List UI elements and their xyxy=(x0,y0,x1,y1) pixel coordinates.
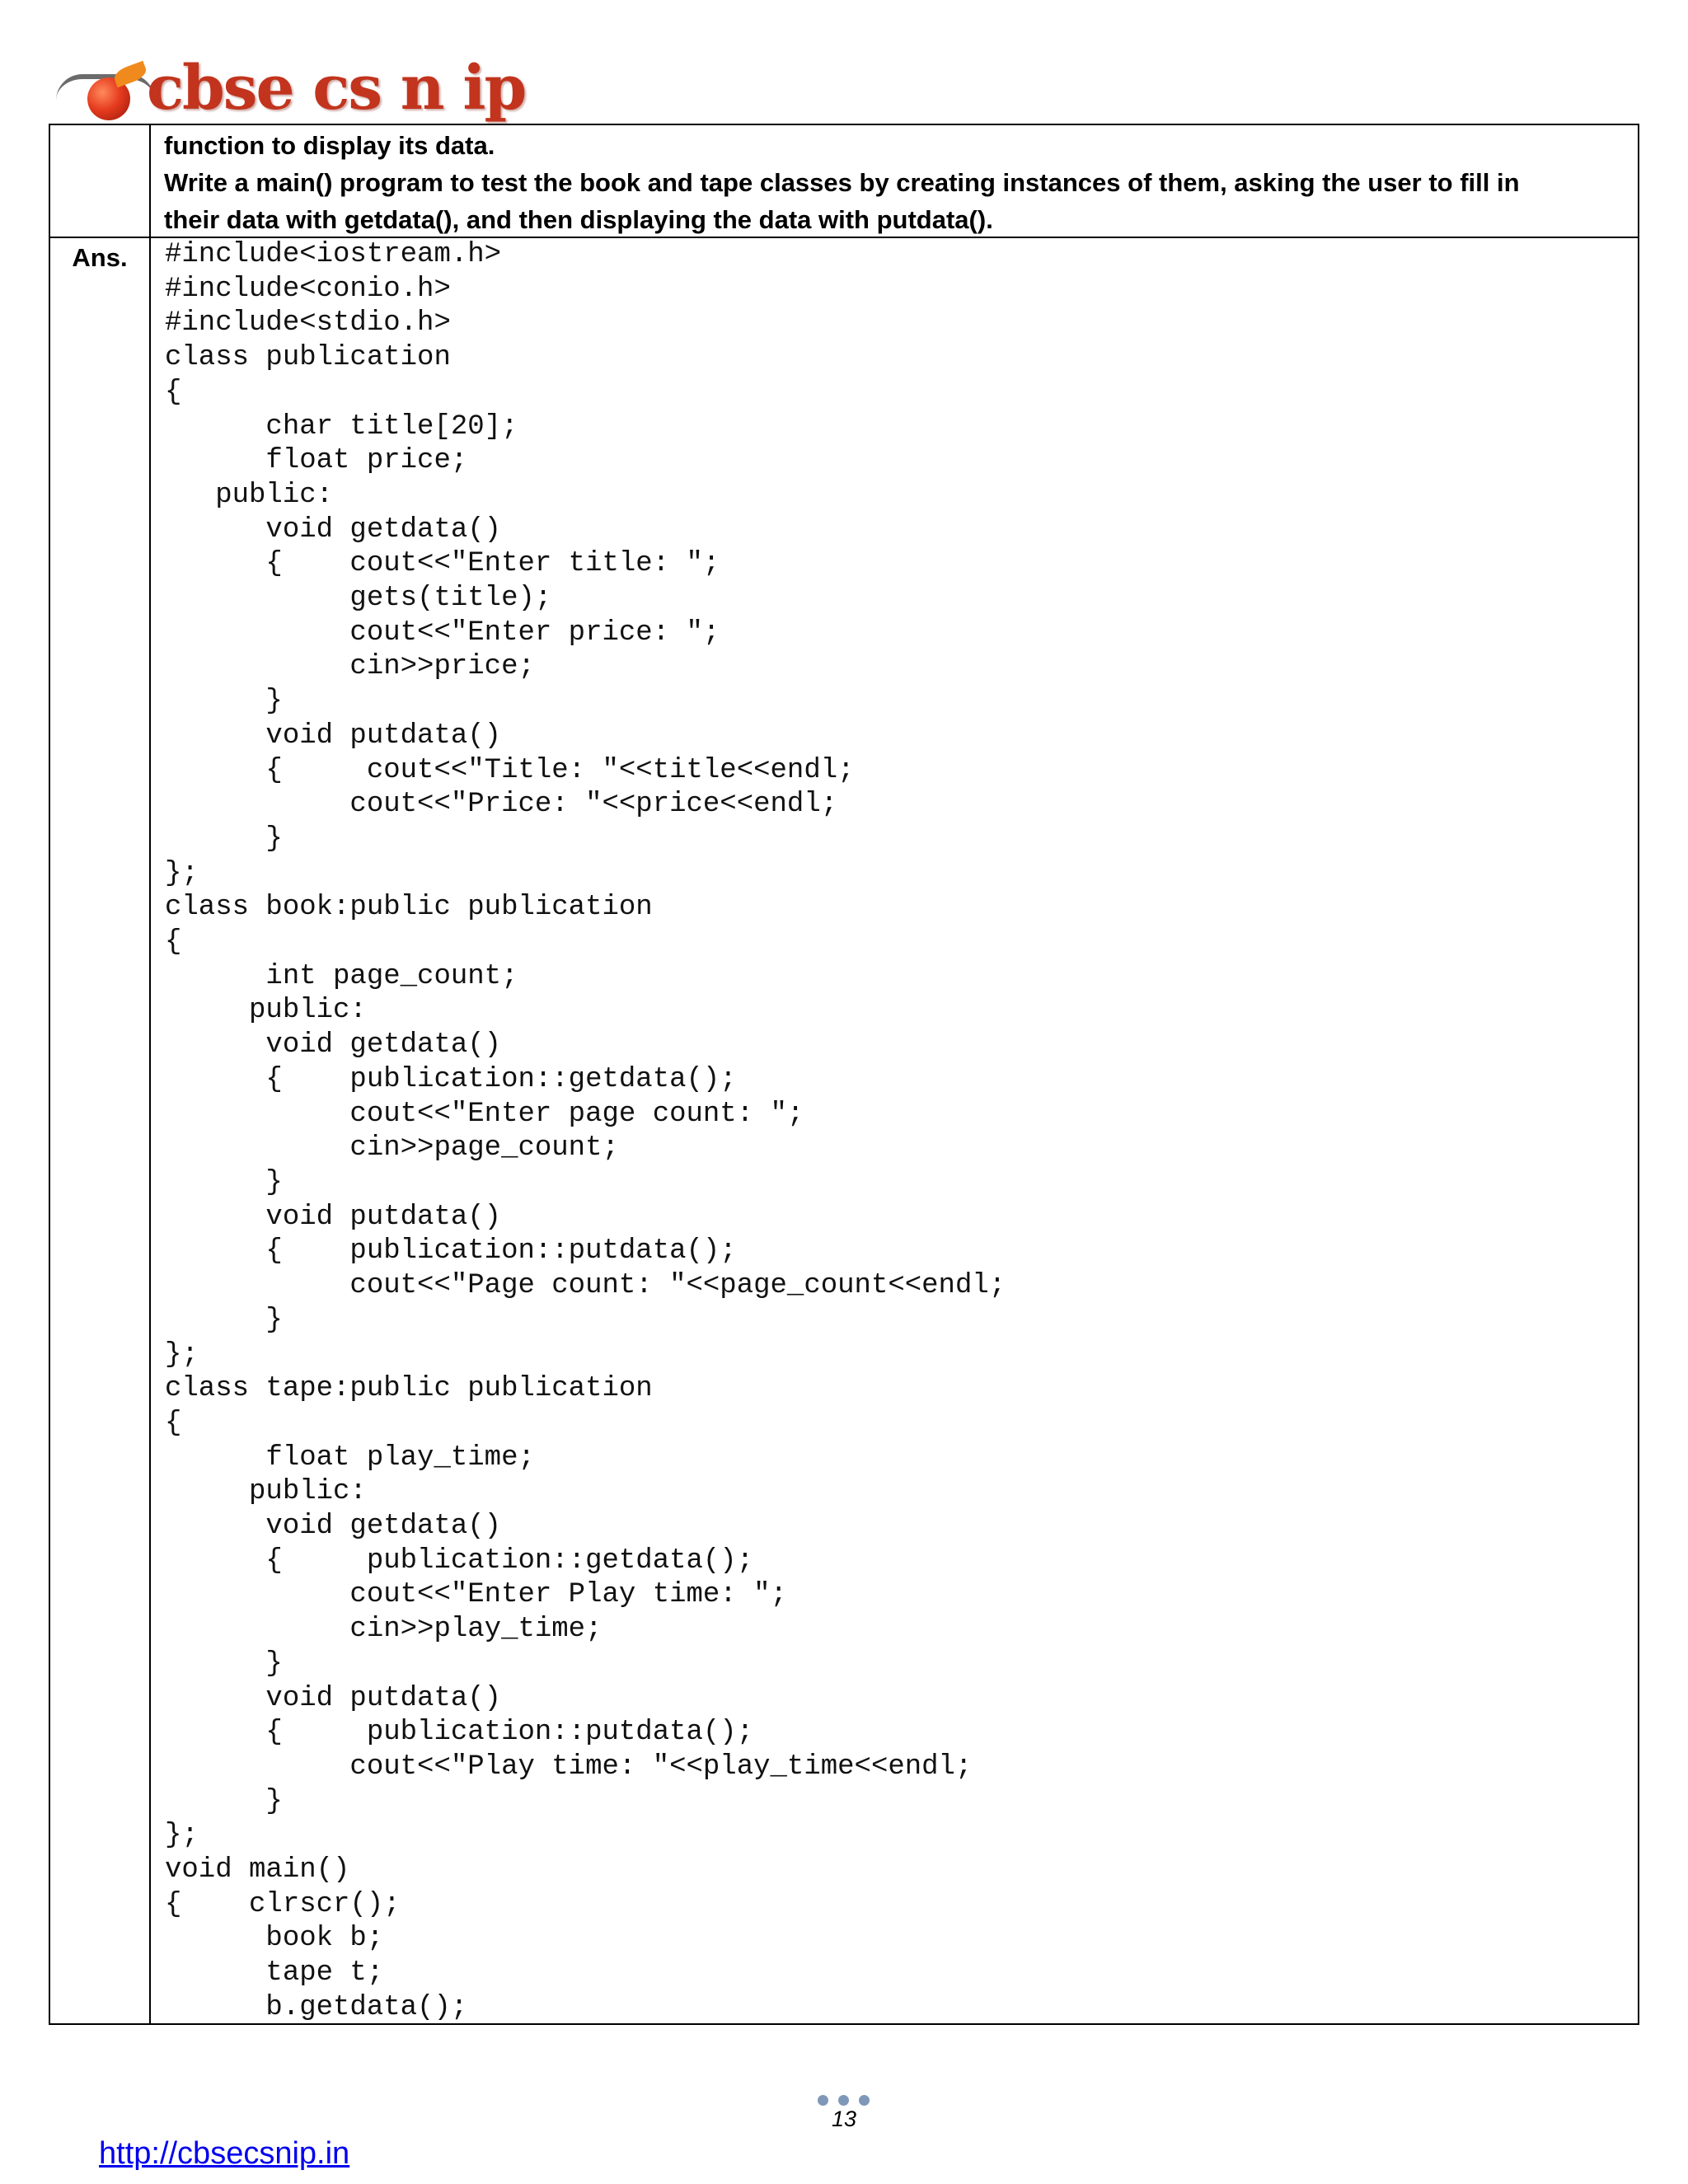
question-text xyxy=(164,127,1627,238)
question-line: function to display its data. xyxy=(164,131,495,160)
website-link[interactable]: http://cbsecsnip.in xyxy=(99,2136,350,2171)
column-divider xyxy=(149,125,151,2023)
dot-icon xyxy=(859,2095,870,2106)
answer-label: Ans. xyxy=(72,243,128,272)
logo-text: cbse cs n ip xyxy=(147,53,526,124)
site-logo xyxy=(56,53,526,124)
dot-icon xyxy=(818,2095,828,2106)
page-number: 13 xyxy=(831,2107,857,2131)
question-line: Write a main() program to test the book and tape classes by creating instances of them, asking the user to fill in xyxy=(164,168,1520,197)
dot-icon xyxy=(838,2095,849,2106)
page-dots-ornament xyxy=(818,2095,870,2107)
question-answer-table xyxy=(49,124,1639,2025)
answer-code-block: #include<iostream.h> #include<conio.h> #include<stdio.h> class publication { char title[20]; float price; public: void getdata() { cout<<"Enter title: "; gets(title); cout<<"Enter price: "; cin>>price; } void putdata() { cout<<"Title: "<<title<<endl; cout<<"Price: "<<price<<endl; } }; class book:public publication { int page_count; public: void getdata() { publication::getdata(); cout<<"Enter page count: "; cin>>page_count; } void putdata() { publication::putdata(); cout<<"Page count: "<<page_count<<endl; } }; class tape:public publication { float play_time; public: void getdata() { publication::getdata(); cout<<"Enter Play time: "; cin>>play_time; } void putdata() { publication::putdata(); cout<<"Play time: "<<play_time<<endl; } }; void main() { clrscr(); book b; tape t; b.getdata(); xyxy=(165,239,1006,2023)
question-line: their data with getdata(), and then displaying the data with putdata(). xyxy=(164,205,993,234)
